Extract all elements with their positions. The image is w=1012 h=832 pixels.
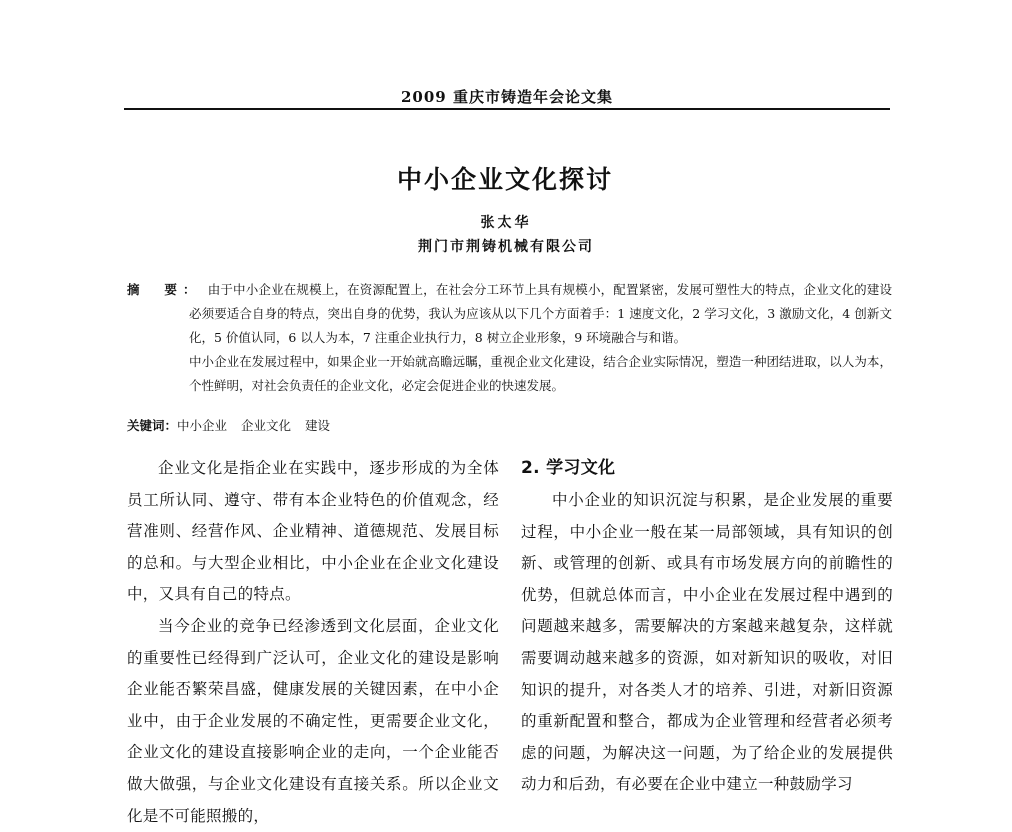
body-left-column	[127, 453, 499, 825]
abstract-paragraph-2: 中小企业在发展过程中，如果企业一开始就高瞻远瞩，重视企业文化建设，结合企业实际情况，塑造一种团结进取，以人为本，个性鲜明，对社会负责任的企业文化，必定会促进企业的快速发展。	[189, 354, 892, 393]
paper-title: 中小企业文化探讨	[396, 165, 613, 194]
section-heading: 2. 学习文化	[521, 458, 616, 478]
body-paragraph: 企业文化是指企业在实践中，逐步形成的为全体员工所认同、遵守、带有本企业特色的价值观念，经营准则、经营作风、企业精神、道德规范、发展目标的总和。与大型企业相比，中小企业在企业文化建设中，又具有自己的特点。	[127, 459, 499, 604]
author-name: 张太华	[480, 215, 532, 231]
keyword: 中小企业	[177, 418, 228, 433]
abstract-paragraph-1	[127, 278, 892, 350]
abstract	[127, 278, 892, 398]
body-paragraph: 当今企业的竞争已经渗透到文化层面，企业文化的重要性已经得到广泛认可，企业文化的建设是影响企业能否繁荣昌盛，健康发展的关键因素，在中小企业中，由于企业发展的不确定性，更需要企业文化，企业文化的建设直接影响企业的走向，一个企业能否做大做强，与企业文化建设有直接关系。所以企业文化是不可能照搬的，	[127, 616, 499, 825]
body-right-column	[521, 453, 893, 794]
abstract-text-1: 由于中小企业在规模上，在资源配置上，在社会分工环节上具有规模小，配置紧密，发展可塑性大的特点，企业文化的建设必须要适合自身的特点，突出自身的优势，我认为应该从以下几个方面着手：1 速度文化，2 学习文化，3 激励文化，4 创新文化，5 价值认同，6 以人为本，7 注重企业执行力，8 树立企业形象，9 环境融合与和谐。	[189, 282, 892, 345]
keyword: 建设	[305, 418, 331, 433]
header-rule	[124, 108, 890, 110]
keyword: 企业文化	[241, 418, 292, 433]
running-header: 2009 重庆市铸造年会论文集	[401, 88, 613, 106]
keywords	[127, 414, 892, 438]
body-paragraph: 中小企业的知识沉淀与积累，是企业发展的重要过程，中小企业一般在某一局部领域，具有知识的创新、或管理的创新、或具有市场发展方向的前瞻性的优势，但就总体而言，中小企业在发展过程中遇到的问题越来越多，需要解决的方案越来越复杂，这样就需要调动越来越多的资源，如对新知识的吸收，对旧知识的提升，对各类人才的培养、引进，对新旧资源的重新配置和整合，都成为企业管理和经营者必须考虑的问题，为解决这一问题，为了给企业的发展提供动力和后劲，有必要在企业中建立一种鼓励学习	[521, 491, 893, 794]
abstract-label: 摘 要：	[127, 282, 202, 297]
keywords-label: 关键词：	[127, 418, 178, 433]
author-affiliation: 荆门市荆铸机械有限公司	[418, 239, 594, 255]
